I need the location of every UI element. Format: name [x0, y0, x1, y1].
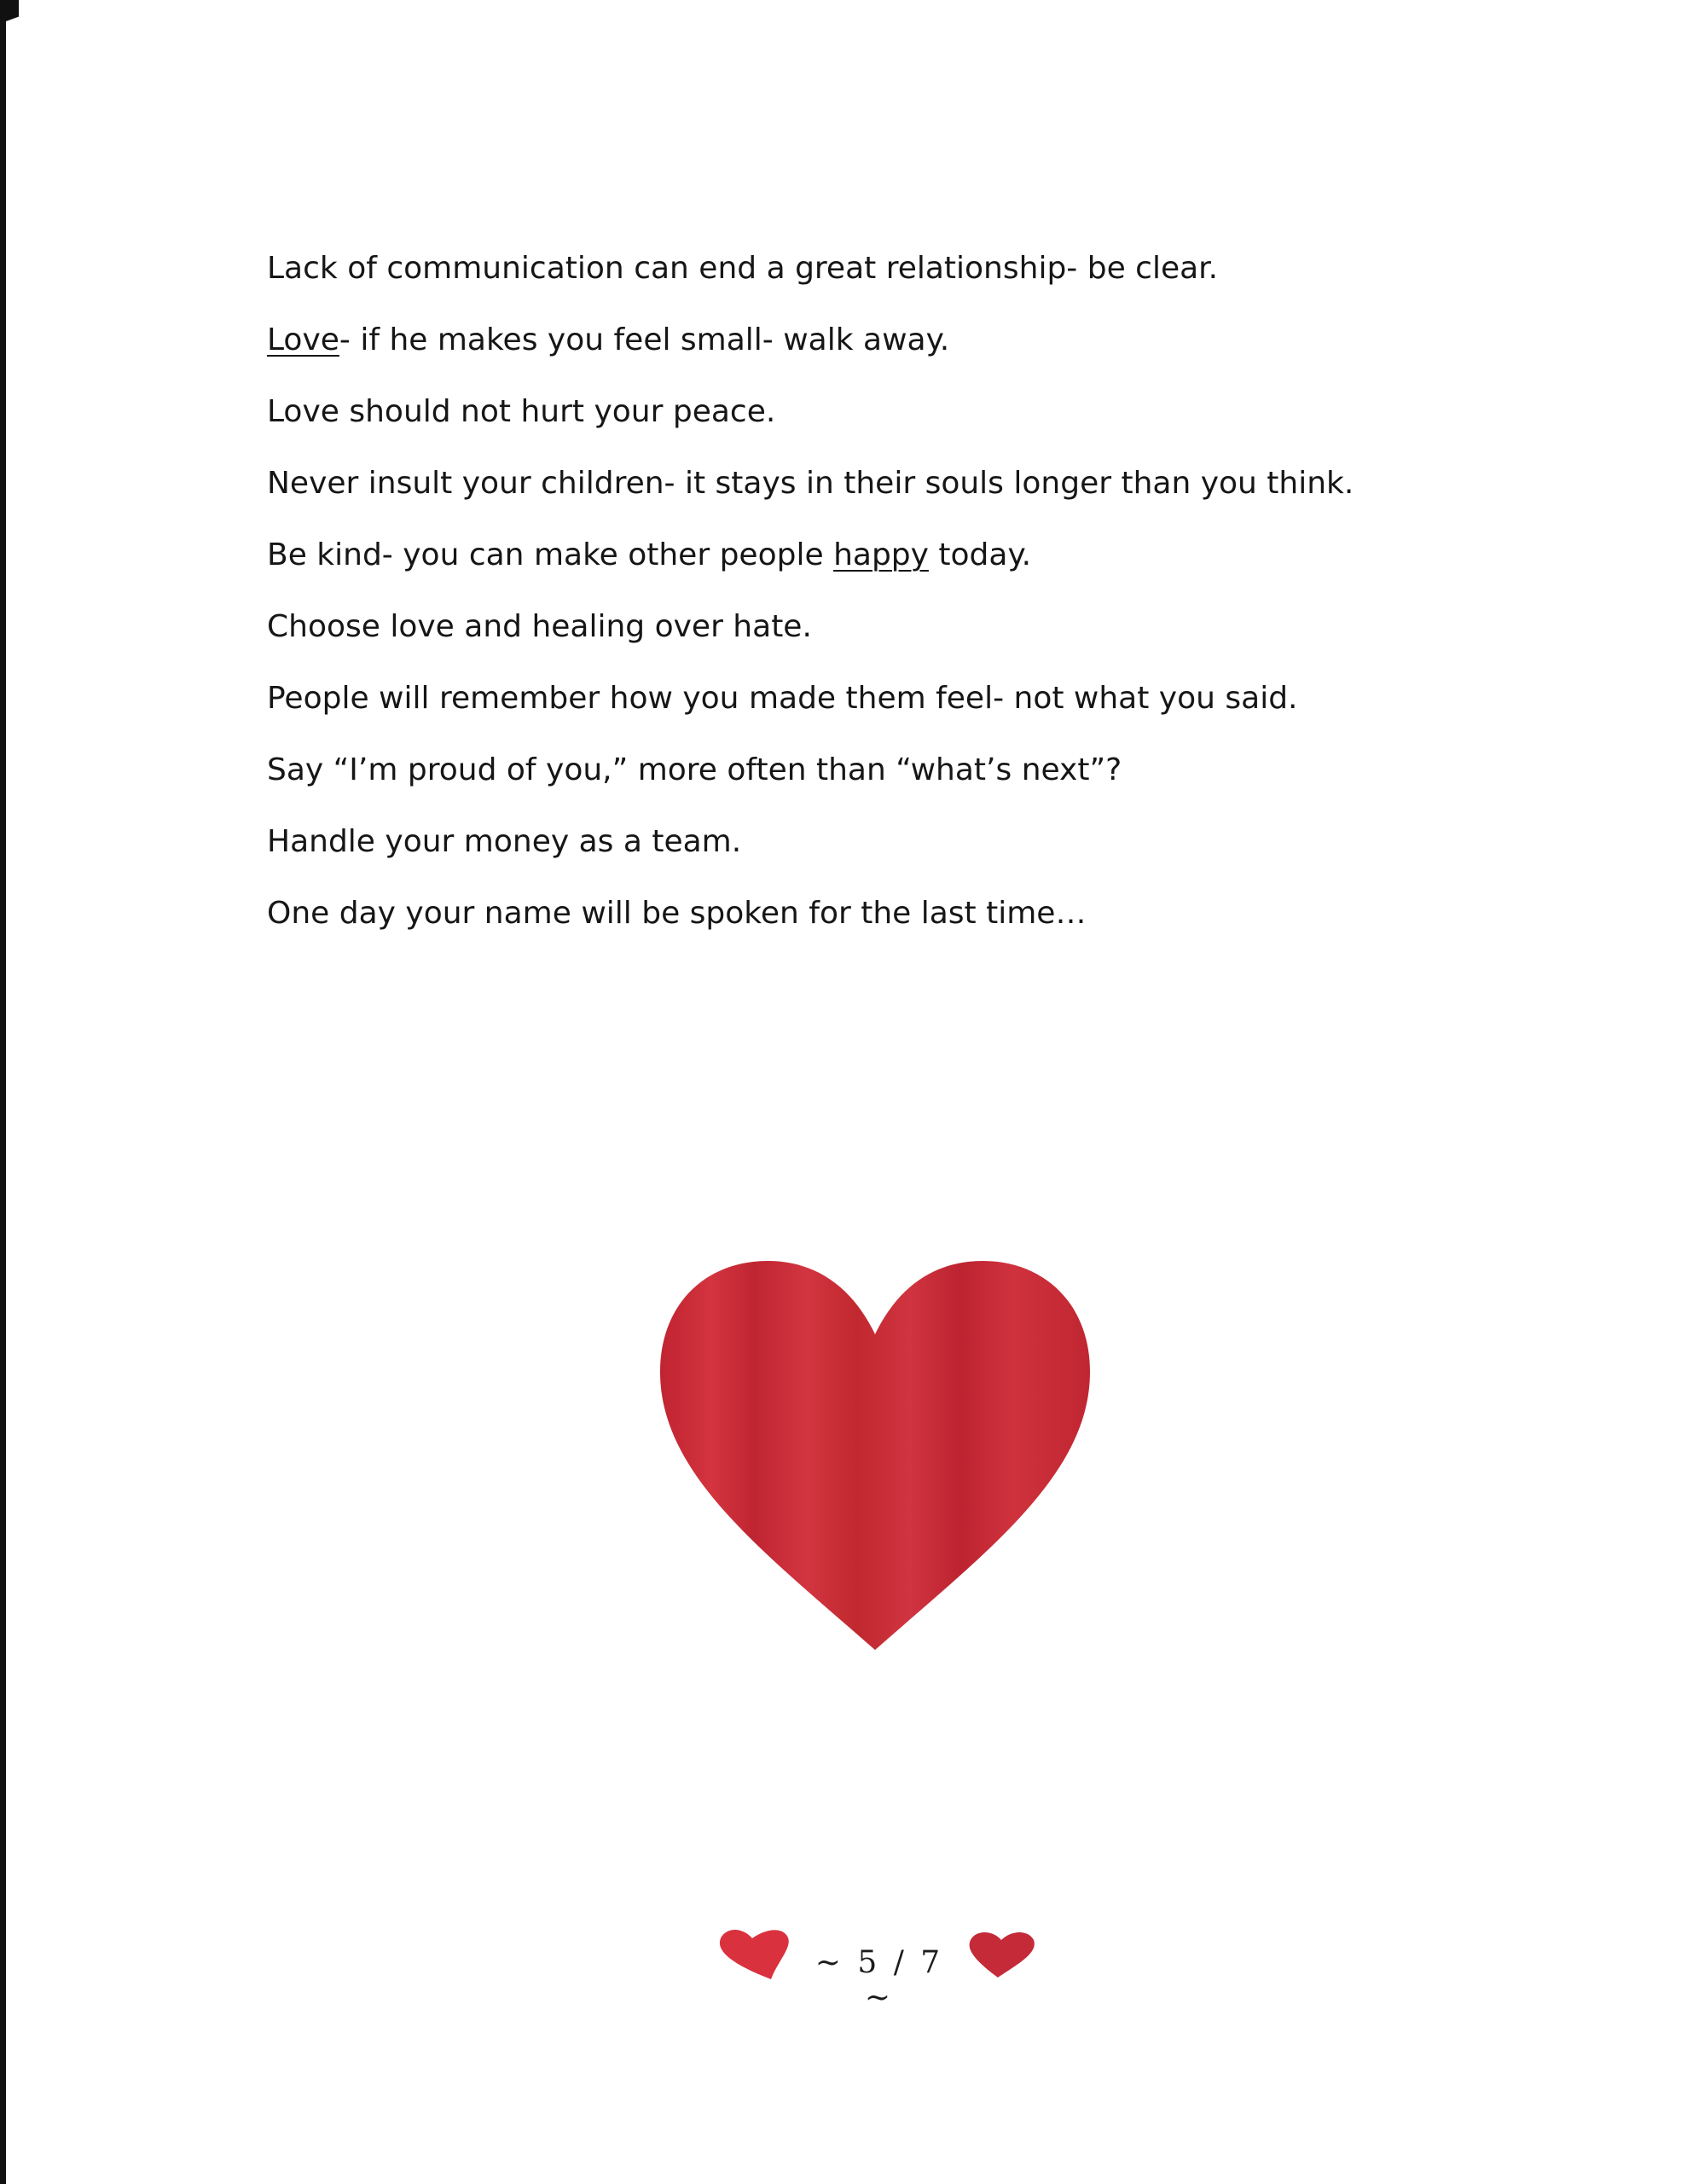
scan-edge — [0, 0, 6, 2184]
underlined-word: Love — [267, 322, 339, 357]
line-text: today. — [928, 537, 1032, 572]
heart-icon — [964, 1928, 1039, 1983]
line-text: - if he makes you feel small- walk away. — [339, 322, 950, 357]
saying-line: One day your name will be spoken for the last time… — [267, 896, 1087, 931]
sayings-list — [267, 251, 1354, 967]
saying-line: Never insult your children- it stays in their souls longer than you think. — [267, 466, 1354, 501]
scan-corner — [0, 0, 19, 51]
heart-icon — [718, 1928, 793, 1983]
saying-line — [267, 537, 1354, 573]
saying-line: Handle your money as a team. — [267, 824, 742, 859]
underlined-word: happy — [833, 537, 929, 572]
saying-line: Choose love and healing over hate. — [267, 609, 812, 644]
page-number: ~ 5 / 7 ~ — [815, 1945, 944, 2015]
heart-shape — [970, 1932, 1035, 1978]
heart-shape — [660, 1261, 1090, 1650]
saying-line: Lack of communication can end a great relationship- be clear. — [267, 251, 1219, 286]
saying-line — [267, 322, 1354, 358]
heart-shape — [720, 1930, 789, 1979]
page-footer — [0, 1928, 1687, 2015]
saying-line: Say “I’m proud of you,” more often than “what’s next”? — [267, 752, 1122, 787]
line-text: Be kind- you can make other people — [267, 537, 834, 572]
saying-line: People will remember how you made them feel- not what you said. — [267, 681, 1298, 716]
heart-icon — [660, 1261, 1090, 1650]
saying-line: Love should not hurt your peace. — [267, 394, 776, 429]
